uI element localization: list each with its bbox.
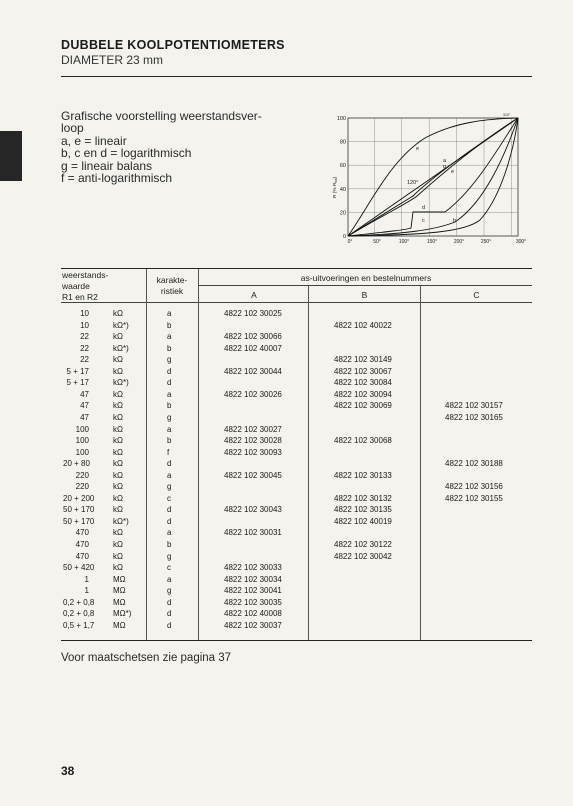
table-row bbox=[61, 494, 532, 506]
header-weerstand bbox=[62, 270, 108, 303]
resistance-value: 47 bbox=[80, 401, 89, 411]
y-axis-label bbox=[332, 177, 338, 198]
characteristic: b bbox=[167, 320, 172, 330]
order-number-c: 4822 102 30165 bbox=[445, 412, 503, 422]
characteristic: a bbox=[167, 332, 172, 342]
order-number-b: 4822 102 30122 bbox=[334, 540, 392, 549]
characteristic: a bbox=[167, 574, 172, 584]
resistance-value: 22 bbox=[80, 355, 89, 365]
resistance-value: 22 bbox=[80, 332, 89, 342]
resistance-unit: kΩ bbox=[113, 309, 123, 318]
order-number-a: 4822 102 30044 bbox=[224, 366, 282, 376]
table-row bbox=[61, 321, 532, 333]
x-tick-300: 300° bbox=[515, 239, 527, 245]
resistance-unit: MΩ*) bbox=[113, 609, 132, 619]
order-number-c: 4822 102 30155 bbox=[445, 493, 503, 503]
header-col-b: B bbox=[361, 290, 368, 300]
header-rule bbox=[61, 76, 532, 77]
resistance-value: 10 bbox=[80, 320, 89, 330]
characteristic: b bbox=[167, 401, 172, 411]
table-row bbox=[61, 552, 532, 564]
header-karakteristiek-line: karakte- bbox=[156, 275, 188, 285]
characteristic: g bbox=[167, 551, 172, 561]
header-weerstand-line: R1 en R2 bbox=[62, 292, 98, 302]
resistance-unit: kΩ bbox=[113, 459, 123, 469]
order-number-b: 4822 102 40019 bbox=[334, 516, 392, 526]
legend-line: loop bbox=[61, 121, 84, 136]
resistance-value: 220 bbox=[75, 482, 89, 492]
legend-line: b, c en d = logarithmisch bbox=[61, 146, 192, 161]
resistance-value: 50 + 170 bbox=[63, 516, 95, 526]
resistance-value: 100 bbox=[75, 424, 89, 434]
resistance-unit: kΩ bbox=[113, 355, 123, 365]
order-number-a: 4822 102 40007 bbox=[224, 343, 282, 353]
svg-text:R (% Rtot): R (% $R_{tot}$) bbox=[333, 176, 338, 198]
x-tick-150: 150° bbox=[426, 239, 438, 245]
order-number-b: 4822 102 30084 bbox=[334, 378, 392, 388]
header-bottom-rule bbox=[61, 302, 532, 303]
footnote: Voor maatschetsen zie pagina 37 bbox=[61, 652, 232, 664]
order-number-b: 4822 102 40022 bbox=[334, 320, 392, 330]
characteristic: a bbox=[167, 470, 172, 480]
resistance-value: 10 bbox=[80, 309, 89, 318]
resistance-unit: kΩ bbox=[113, 401, 123, 411]
order-number-a: 4822 102 30041 bbox=[224, 586, 282, 596]
y-axis-label-text: R (% R bbox=[333, 182, 338, 198]
table-row bbox=[61, 482, 532, 494]
resistance-value: 5 + 17 bbox=[66, 378, 89, 388]
curve-label-e: e bbox=[451, 169, 455, 175]
header-col-c: C bbox=[473, 290, 480, 300]
characteristic: b bbox=[167, 436, 172, 446]
characteristic: d bbox=[167, 609, 172, 619]
section-tab-marker bbox=[0, 131, 22, 181]
characteristic: d bbox=[167, 378, 172, 388]
table-row bbox=[61, 425, 532, 437]
table-row bbox=[61, 575, 532, 587]
y-tick-20: 20 bbox=[339, 210, 346, 217]
y-tick-0: 0 bbox=[342, 234, 346, 240]
resistance-unit: kΩ*) bbox=[113, 320, 129, 330]
resistance-value: 0,2 + 0,8 bbox=[63, 597, 95, 607]
resistance-value: 50 + 170 bbox=[63, 505, 95, 515]
header-karakteristiek-line: ristiek bbox=[160, 286, 184, 296]
characteristic: g bbox=[167, 586, 172, 596]
characteristic: a bbox=[167, 424, 172, 434]
x-tick-200: 200° bbox=[453, 239, 465, 245]
header-col-a: A bbox=[251, 290, 257, 300]
y-tick-80: 80 bbox=[339, 139, 346, 146]
curve-label-d: d bbox=[422, 205, 426, 211]
table-row bbox=[61, 505, 532, 517]
order-number-c: 4822 102 30188 bbox=[445, 459, 503, 469]
order-number-a: 4822 102 30035 bbox=[224, 597, 282, 607]
order-number-b: 4822 102 30042 bbox=[334, 551, 392, 561]
resistance-unit: kΩ bbox=[113, 528, 123, 538]
characteristic: a bbox=[167, 528, 172, 538]
resistance-curve-graph bbox=[325, 110, 535, 250]
order-number-b: 4822 102 30069 bbox=[334, 401, 392, 411]
resistance-unit: kΩ bbox=[113, 389, 123, 399]
characteristic: b bbox=[167, 343, 172, 353]
x-tick-100: 100° bbox=[398, 239, 410, 245]
characteristic: a bbox=[167, 389, 172, 399]
order-number-b: 4822 102 30133 bbox=[334, 470, 392, 480]
characteristic: b bbox=[167, 540, 172, 549]
table-row bbox=[61, 609, 532, 621]
curve-label-f: e bbox=[416, 146, 420, 152]
header-group-rule bbox=[198, 285, 532, 286]
y-axis-label-sub: tot bbox=[334, 178, 338, 183]
order-number-a: 4822 102 30034 bbox=[224, 574, 282, 584]
table-row bbox=[61, 401, 532, 413]
resistance-unit: kΩ bbox=[113, 447, 123, 457]
table-row bbox=[61, 517, 532, 529]
curve-label-c: c bbox=[422, 218, 425, 224]
y-tick-60: 60 bbox=[339, 163, 346, 170]
curve-label-group bbox=[407, 113, 511, 224]
order-number-c: 4822 102 30157 bbox=[445, 401, 503, 411]
table-row bbox=[61, 367, 532, 379]
resistance-value: 47 bbox=[80, 412, 89, 422]
resistance-unit: kΩ bbox=[113, 424, 123, 434]
table-row bbox=[61, 413, 532, 425]
page-subtitle: DIAMETER 23 mm bbox=[61, 53, 164, 67]
order-number-a: 4822 102 30027 bbox=[224, 424, 282, 434]
resistance-value: 100 bbox=[75, 436, 89, 446]
table-row bbox=[61, 344, 532, 356]
table-row bbox=[61, 390, 532, 402]
table-row bbox=[61, 528, 532, 540]
characteristic: d bbox=[167, 366, 172, 376]
resistance-unit: kΩ bbox=[113, 470, 123, 480]
table-row bbox=[61, 448, 532, 460]
characteristic: d bbox=[167, 597, 172, 607]
x-tick-50: 50° bbox=[373, 239, 381, 245]
characteristic: c bbox=[167, 493, 171, 503]
characteristic: d bbox=[167, 516, 172, 526]
legend-line: g = lineair balans bbox=[61, 158, 153, 173]
curve-label-b: b bbox=[453, 218, 457, 224]
table-row bbox=[61, 332, 532, 344]
resistance-unit: MΩ bbox=[113, 574, 126, 584]
resistance-unit: kΩ bbox=[113, 505, 123, 515]
order-number-b: 4822 102 30132 bbox=[334, 493, 392, 503]
resistance-value: 20 + 80 bbox=[63, 459, 90, 469]
angle-label: 120° bbox=[407, 180, 419, 186]
order-number-a: 4822 102 30033 bbox=[224, 563, 282, 573]
header-karakteristiek bbox=[150, 275, 194, 297]
x-tick-0: 0° bbox=[347, 239, 353, 245]
resistance-value: 0,5 + 1,7 bbox=[63, 620, 95, 630]
order-number-a: 4822 102 30031 bbox=[224, 528, 282, 538]
header-weerstand-line: weerstands- bbox=[62, 270, 109, 280]
order-number-a: 4822 102 30043 bbox=[224, 505, 282, 515]
resistance-unit: kΩ bbox=[113, 482, 123, 492]
order-number-b: 4822 102 30135 bbox=[334, 505, 392, 515]
resistance-value: 22 bbox=[80, 343, 89, 353]
legend-line: a, e = lineair bbox=[61, 133, 127, 148]
resistance-value: 47 bbox=[80, 389, 89, 399]
resistance-unit: kΩ bbox=[113, 412, 123, 422]
curve-label-a: a bbox=[443, 158, 447, 164]
order-number-a: 4822 102 30037 bbox=[224, 620, 282, 630]
order-number-b: 4822 102 30068 bbox=[334, 436, 392, 446]
table-row bbox=[61, 586, 532, 598]
y-tick-100: 100 bbox=[336, 116, 346, 122]
characteristics-legend bbox=[61, 110, 291, 184]
table-row bbox=[61, 621, 532, 633]
resistance-unit: kΩ*) bbox=[113, 343, 129, 353]
table-bottom-rule bbox=[61, 640, 532, 641]
resistance-unit: kΩ bbox=[113, 551, 123, 561]
order-number-a: 4822 102 30028 bbox=[224, 436, 282, 446]
x-tick-250: 250° bbox=[480, 239, 492, 245]
order-number-a: 4822 102 40008 bbox=[224, 609, 282, 619]
characteristic: d bbox=[167, 620, 172, 630]
page-title: DUBBELE KOOLPOTENTIOMETERS bbox=[61, 38, 285, 52]
resistance-value: 1 bbox=[84, 574, 89, 584]
resistance-value: 20 + 200 bbox=[63, 493, 95, 503]
resistance-value: 1 bbox=[84, 586, 89, 596]
resistance-unit: kΩ*) bbox=[113, 378, 129, 388]
resistance-value: 0,2 + 0,8 bbox=[63, 609, 95, 619]
resistance-value: 100 bbox=[75, 447, 89, 457]
order-number-a: 4822 102 30066 bbox=[224, 332, 282, 342]
table-row bbox=[61, 309, 532, 321]
graph-svg bbox=[325, 110, 535, 250]
characteristic: g bbox=[167, 412, 172, 422]
y-tick-labels bbox=[337, 116, 346, 240]
table-row bbox=[61, 598, 532, 610]
order-number-c: 4822 102 30156 bbox=[445, 482, 503, 492]
y-tick-40: 40 bbox=[339, 186, 346, 193]
table-row bbox=[61, 378, 532, 390]
characteristic: a bbox=[167, 309, 172, 318]
resistance-value: 470 bbox=[75, 540, 89, 549]
legend-line: Grafische voorstelling weerstandsver- bbox=[61, 109, 262, 123]
legend-line: f = anti-logarithmisch bbox=[61, 171, 173, 186]
resistance-value: 220 bbox=[75, 470, 89, 480]
table-row bbox=[61, 459, 532, 471]
endpoint-label: 310° bbox=[503, 113, 511, 117]
table-row bbox=[61, 471, 532, 483]
table-row bbox=[61, 563, 532, 575]
resistance-unit: kΩ bbox=[113, 563, 123, 573]
characteristic: g bbox=[167, 482, 172, 492]
table-row bbox=[61, 355, 532, 367]
resistance-unit: kΩ bbox=[113, 540, 123, 549]
resistance-value: 5 + 17 bbox=[66, 366, 89, 376]
characteristic: g bbox=[167, 355, 172, 365]
header-group: as-uitvoeringen en bestelnummers bbox=[300, 273, 432, 283]
characteristic: d bbox=[167, 505, 172, 515]
x-tick-labels bbox=[348, 239, 527, 245]
characteristic: f bbox=[167, 447, 170, 457]
order-number-b: 4822 102 30094 bbox=[334, 389, 392, 399]
resistance-unit: MΩ bbox=[113, 620, 126, 630]
table-top-rule bbox=[61, 268, 532, 269]
header-weerstand-line: waarde bbox=[62, 281, 90, 291]
characteristic: d bbox=[167, 459, 172, 469]
order-number-a: 4822 102 30045 bbox=[224, 470, 282, 480]
table-row bbox=[61, 436, 532, 448]
resistance-unit: kΩ*) bbox=[113, 516, 129, 526]
resistance-unit: kΩ bbox=[113, 436, 123, 446]
table-row bbox=[61, 540, 532, 552]
order-number-a: 4822 102 30026 bbox=[224, 389, 282, 399]
curve-label-g: g bbox=[443, 164, 447, 170]
resistance-unit: kΩ bbox=[113, 493, 123, 503]
order-number-b: 4822 102 30067 bbox=[334, 366, 392, 376]
resistance-unit: kΩ bbox=[113, 366, 123, 376]
order-number-a: 4822 102 30025 bbox=[224, 309, 282, 318]
resistance-value: 470 bbox=[75, 551, 89, 561]
resistance-unit: MΩ bbox=[113, 586, 126, 596]
page-number: 38 bbox=[61, 764, 75, 778]
resistance-value: 470 bbox=[75, 528, 89, 538]
order-number-a: 4822 102 30093 bbox=[224, 447, 282, 457]
resistance-unit: kΩ bbox=[113, 332, 123, 342]
resistance-value: 50 + 420 bbox=[63, 563, 95, 573]
order-number-b: 4822 102 30149 bbox=[334, 355, 392, 365]
characteristic: c bbox=[167, 563, 171, 573]
graph-curves bbox=[348, 118, 518, 236]
resistance-unit: MΩ bbox=[113, 597, 126, 607]
